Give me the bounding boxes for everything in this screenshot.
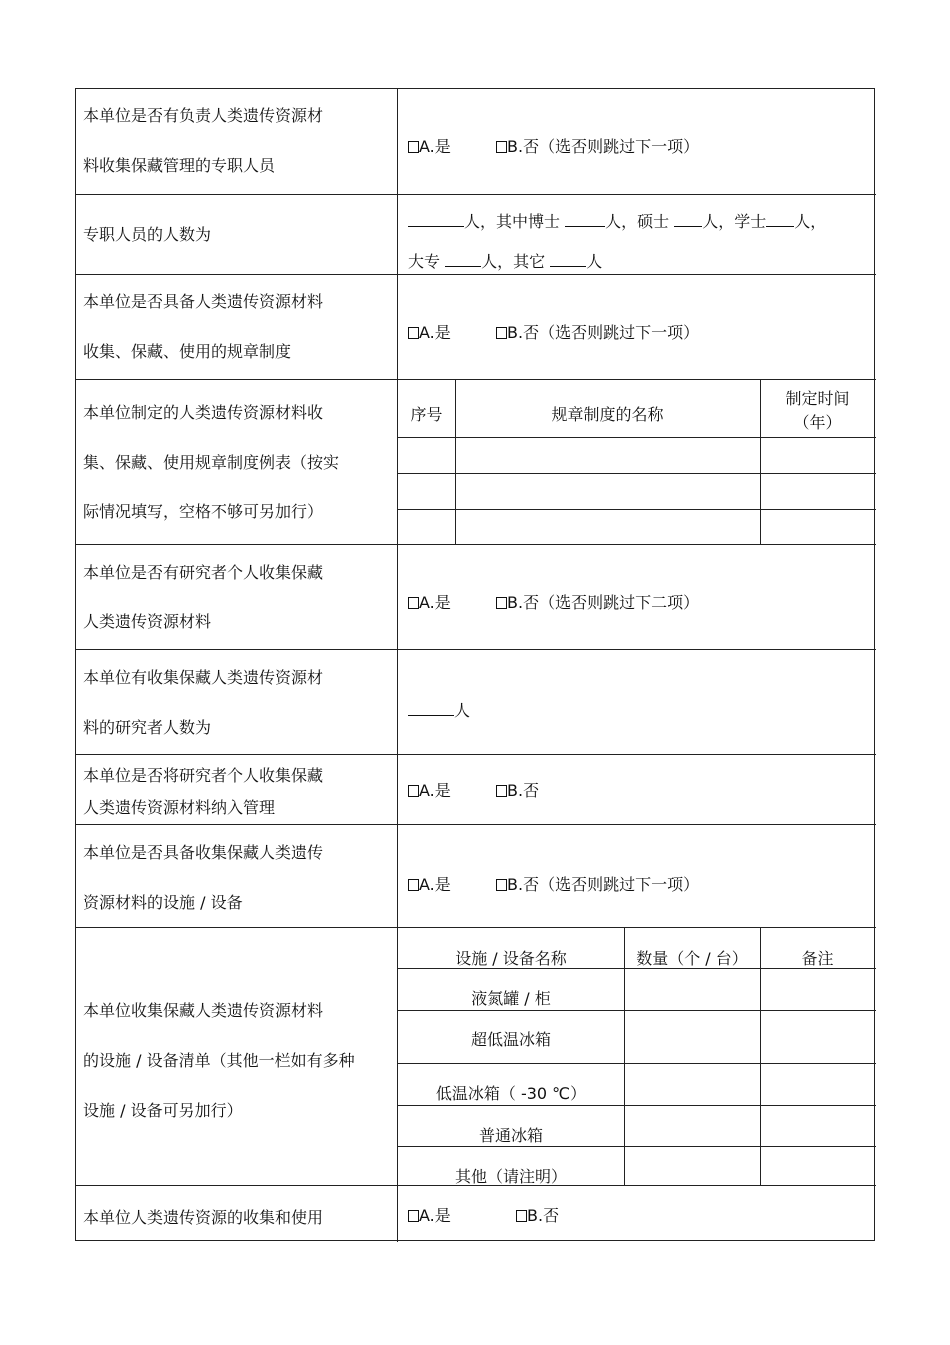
text: 人，硕士 bbox=[605, 212, 670, 231]
option-yes-label: A.是 bbox=[419, 875, 451, 894]
question-line: 本单位是否具备人类遗传资源材料 bbox=[83, 292, 324, 311]
option-no-label: B.否 bbox=[507, 875, 540, 894]
bachelor-blank[interactable] bbox=[766, 212, 794, 227]
question-cell bbox=[76, 545, 398, 649]
master-blank[interactable] bbox=[674, 212, 702, 227]
checkbox-yes[interactable] bbox=[408, 1210, 419, 1222]
option-yes[interactable] bbox=[408, 872, 451, 895]
skip-note: （选否则跳过下二项） bbox=[539, 593, 700, 612]
checkbox-no[interactable] bbox=[496, 141, 507, 153]
staff-count-line-2 bbox=[408, 249, 602, 272]
header-index: 序号 bbox=[410, 405, 443, 424]
question-cell bbox=[76, 1186, 398, 1242]
row-divider bbox=[398, 1105, 876, 1106]
option-no-label: B.否 bbox=[507, 593, 540, 612]
option-yes[interactable] bbox=[408, 1203, 451, 1226]
answer-cell bbox=[398, 1186, 876, 1242]
phd-blank[interactable] bbox=[565, 212, 605, 227]
option-yes[interactable] bbox=[408, 778, 451, 801]
option-no[interactable] bbox=[496, 590, 699, 613]
answer-cell bbox=[398, 275, 876, 379]
text: 人， bbox=[794, 212, 827, 231]
row-facilities bbox=[76, 825, 876, 928]
text: 大专 bbox=[408, 252, 441, 271]
question-line: 的设施 / 设备清单（其他一栏如有多种 bbox=[83, 1051, 355, 1070]
question-cell bbox=[76, 195, 398, 274]
question-line: 料收集保藏管理的专职人员 bbox=[83, 156, 276, 175]
equipment-table bbox=[398, 928, 876, 1185]
checkbox-no[interactable] bbox=[496, 879, 507, 891]
checkbox-yes[interactable] bbox=[408, 785, 419, 797]
equipment-low-temp-freezer: 低温冰箱（ -30 ℃） bbox=[435, 1084, 587, 1103]
option-yes-label: A.是 bbox=[419, 323, 451, 342]
row-dedicated-staff bbox=[76, 89, 876, 195]
header-regulation-name: 规章制度的名称 bbox=[551, 405, 664, 424]
option-no-label: B.否 bbox=[527, 1206, 560, 1225]
question-line: 设施 / 设备可另加行） bbox=[83, 1101, 243, 1120]
question-line: 专职人员的人数为 bbox=[83, 225, 212, 244]
row-researcher-collection bbox=[76, 545, 876, 650]
question-line: 人类遗传资源材料纳入管理 bbox=[83, 798, 276, 817]
equipment-liquid-nitrogen: 液氮罐 / 柜 bbox=[471, 989, 551, 1008]
equipment-ultra-low-freezer: 超低温冰箱 bbox=[470, 1030, 551, 1049]
answer-cell bbox=[398, 195, 876, 274]
question-line: 本单位是否有研究者个人收集保藏 bbox=[83, 563, 324, 582]
question-line: 本单位人类遗传资源的收集和使用 bbox=[83, 1208, 324, 1227]
equipment-other: 其他（请注明） bbox=[454, 1167, 567, 1186]
question-line: 集、保藏、使用规章制度例表（按实 bbox=[83, 453, 340, 472]
row-divider bbox=[398, 1146, 876, 1147]
question-cell bbox=[76, 380, 398, 544]
row-collection-usage bbox=[76, 1186, 876, 1242]
question-line: 本单位制定的人类遗传资源材料收 bbox=[83, 403, 324, 422]
staff-count-line-1 bbox=[408, 209, 826, 232]
answer-cell bbox=[398, 825, 876, 927]
option-no[interactable] bbox=[496, 320, 699, 343]
option-no[interactable] bbox=[496, 872, 699, 895]
option-yes-label: A.是 bbox=[419, 1206, 451, 1225]
checkbox-yes[interactable] bbox=[408, 141, 419, 153]
question-cell bbox=[76, 755, 398, 824]
text: 人，学士 bbox=[702, 212, 767, 231]
checkbox-no[interactable] bbox=[516, 1210, 527, 1222]
header-date: 制定时间 bbox=[785, 389, 850, 408]
header-remarks: 备注 bbox=[801, 949, 834, 968]
question-cell bbox=[76, 275, 398, 379]
researcher-count-blank[interactable] bbox=[408, 701, 454, 716]
text: 人，其它 bbox=[481, 252, 546, 271]
row-staff-count bbox=[76, 195, 876, 275]
row-equipment-list bbox=[76, 928, 876, 1186]
row-regulation-list bbox=[76, 380, 876, 545]
skip-note: （选否则跳过下一项） bbox=[539, 875, 700, 894]
checkbox-yes[interactable] bbox=[408, 597, 419, 609]
text: 人，其中博士 bbox=[464, 212, 561, 231]
row-divider bbox=[398, 1010, 876, 1011]
option-no-label: B.否 bbox=[507, 323, 540, 342]
regulation-table bbox=[398, 380, 876, 544]
option-yes-label: A.是 bbox=[419, 593, 451, 612]
answer-cell bbox=[398, 545, 876, 649]
header-equipment-name: 设施 / 设备名称 bbox=[455, 949, 567, 968]
answer-cell bbox=[398, 650, 876, 754]
question-line: 际情况填写，空格不够可另加行） bbox=[83, 502, 324, 521]
question-cell bbox=[76, 89, 398, 194]
equipment-refrigerator: 普通冰箱 bbox=[478, 1126, 543, 1145]
option-yes-label: A.是 bbox=[419, 137, 451, 156]
option-no[interactable] bbox=[516, 1203, 559, 1226]
checkbox-no[interactable] bbox=[496, 785, 507, 797]
row-regulations bbox=[76, 275, 876, 380]
question-cell bbox=[76, 650, 398, 754]
option-yes[interactable] bbox=[408, 134, 451, 157]
text: 人 bbox=[586, 252, 603, 271]
question-line: 本单位是否具备收集保藏人类遗传 bbox=[83, 843, 324, 862]
option-yes-label: A.是 bbox=[419, 781, 451, 800]
row-include-management bbox=[76, 755, 876, 825]
skip-note: （选否则跳过下一项） bbox=[539, 323, 700, 342]
question-line: 本单位是否将研究者个人收集保藏 bbox=[83, 766, 324, 785]
row-researcher-count bbox=[76, 650, 876, 755]
checkbox-no[interactable] bbox=[496, 327, 507, 339]
option-no-label: B.否 bbox=[507, 781, 540, 800]
row-divider bbox=[398, 1063, 876, 1064]
researcher-count-field bbox=[408, 698, 470, 721]
question-line: 收集、保藏、使用的规章制度 bbox=[83, 342, 292, 361]
skip-note: （选否则跳过下一项） bbox=[539, 137, 700, 156]
option-no[interactable] bbox=[496, 134, 699, 157]
other-blank[interactable] bbox=[550, 252, 586, 267]
blank-entry-row[interactable] bbox=[398, 509, 876, 545]
header-quantity: 数量（个 / 台） bbox=[636, 949, 748, 968]
checkbox-yes[interactable] bbox=[408, 879, 419, 891]
blank-entry-row[interactable] bbox=[398, 437, 876, 473]
question-line: 本单位收集保藏人类遗传资源材料 bbox=[83, 1001, 324, 1020]
header-date-unit: （年） bbox=[793, 413, 842, 432]
question-cell bbox=[76, 825, 398, 927]
unit: 人 bbox=[454, 701, 471, 720]
question-line: 本单位是否有负责人类遗传资源材 bbox=[83, 106, 324, 125]
registration-form-table bbox=[75, 88, 875, 1241]
checkbox-yes[interactable] bbox=[408, 327, 419, 339]
question-line: 料的研究者人数为 bbox=[83, 718, 212, 737]
answer-cell bbox=[398, 89, 876, 194]
question-line: 本单位有收集保藏人类遗传资源材 bbox=[83, 668, 324, 687]
checkbox-no[interactable] bbox=[496, 597, 507, 609]
answer-cell bbox=[398, 755, 876, 824]
option-no-label: B.否 bbox=[507, 137, 540, 156]
college-blank[interactable] bbox=[445, 252, 481, 267]
question-cell bbox=[76, 928, 398, 1185]
total-blank[interactable] bbox=[408, 212, 464, 227]
option-no[interactable] bbox=[496, 778, 539, 801]
option-yes[interactable] bbox=[408, 320, 451, 343]
option-yes[interactable] bbox=[408, 590, 451, 613]
blank-entry-row[interactable] bbox=[398, 473, 876, 509]
question-line: 人类遗传资源材料 bbox=[83, 612, 212, 631]
question-line: 资源材料的设施 / 设备 bbox=[83, 893, 243, 912]
